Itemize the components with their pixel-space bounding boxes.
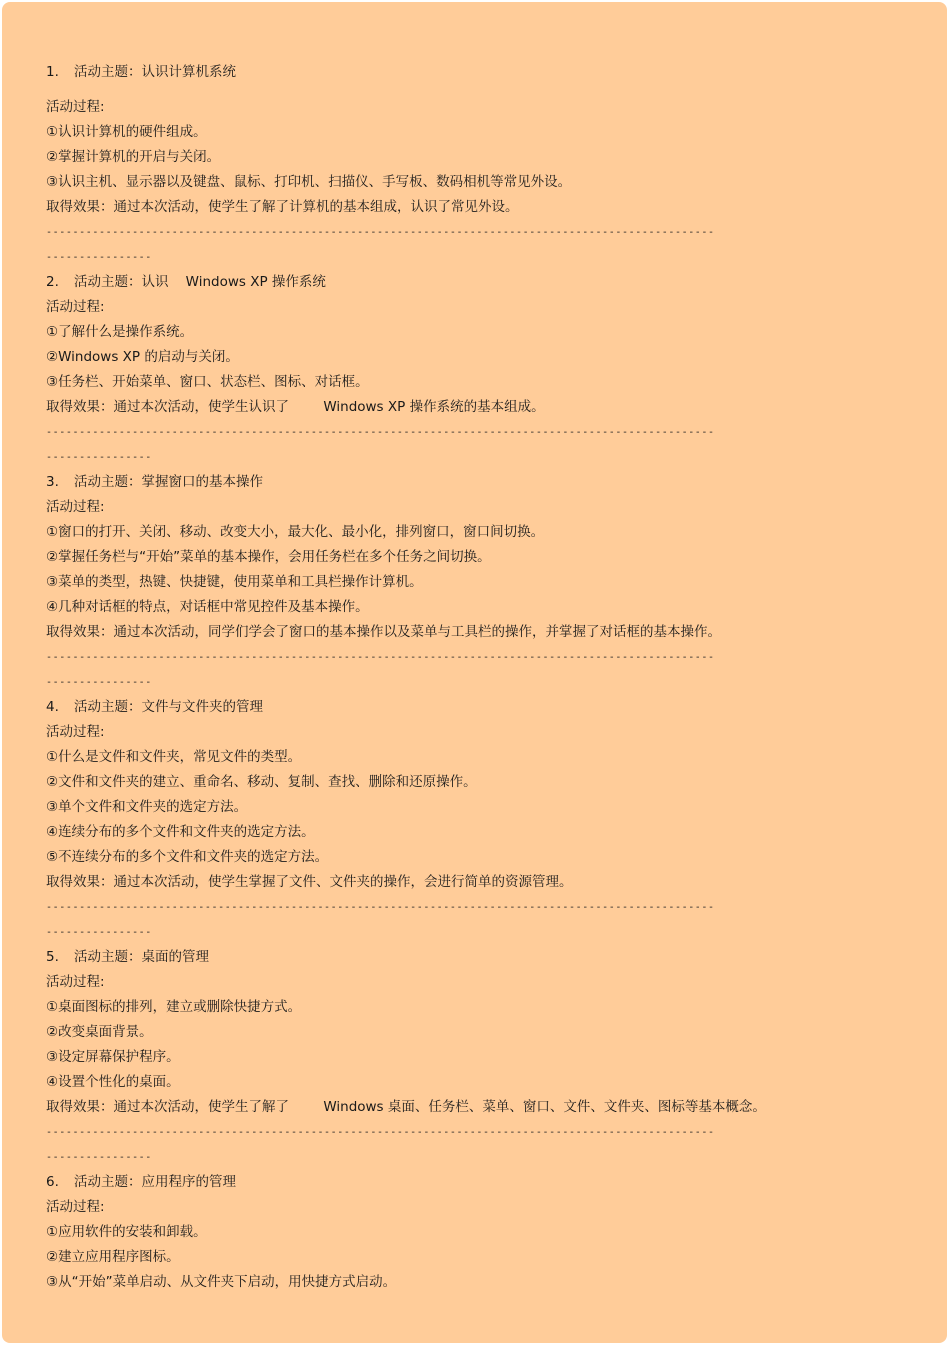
activity-number: 3. <box>46 474 59 490</box>
process-label: 活动过程: <box>46 724 105 740</box>
separator-line-short: ---------------- <box>46 452 152 463</box>
process-step: ②建立应用程序图标。 <box>46 1249 180 1265</box>
process-step: ②文件和文件夹的建立、重命名、移动、复制、查找、删除和还原操作。 <box>46 774 477 790</box>
activity-title-text: 活动主题：文件与文件夹的管理 <box>74 699 263 715</box>
activity-title-text: 活动主题：认识计算机系统 <box>74 64 236 80</box>
activity-title <box>46 60 906 85</box>
separator-line-short: ---------------- <box>46 1152 152 1163</box>
activity-title-text: 活动主题：应用程序的管理 <box>74 1174 236 1190</box>
effect-text: 取得效果：通过本次活动，使学生了解了 Windows 桌面、任务栏、菜单、窗口、文件、文件夹、图标等基本概念。 <box>46 1099 766 1115</box>
effect-text: 取得效果：通过本次活动，使学生掌握了文件、文件夹的操作，会进行简单的资源管理。 <box>46 874 573 890</box>
process-step: ③单个文件和文件夹的选定方法。 <box>46 799 248 815</box>
activity-title <box>46 945 906 970</box>
activity-title <box>46 270 906 295</box>
process-step: ①桌面图标的排列，建立或删除快捷方式。 <box>46 999 302 1015</box>
process-step: ③设定屏幕保护程序。 <box>46 1049 180 1065</box>
effect-text: 取得效果：通过本次活动，使学生了解了计算机的基本组成，认识了常见外设。 <box>46 199 519 215</box>
process-label: 活动过程: <box>46 974 105 990</box>
separator-line-short: ---------------- <box>46 252 152 263</box>
separator-line: ----------------------------------------------------------------------------------------------------- <box>46 1127 715 1138</box>
process-step: ①认识计算机的硬件组成。 <box>46 124 207 140</box>
process-step: ③认识主机、显示器以及键盘、鼠标、打印机、扫描仪、手写板、数码相机等常见外设。 <box>46 174 572 190</box>
process-step: ③任务栏、开始菜单、窗口、状态栏、图标、对话框。 <box>46 374 369 390</box>
process-step: ②改变桌面背景。 <box>46 1024 153 1040</box>
process-step: ⑤不连续分布的多个文件和文件夹的选定方法。 <box>46 849 329 865</box>
process-step: ③从“开始”菜单启动、从文件夹下启动，用快捷方式启动。 <box>46 1274 397 1290</box>
activity-title-text: 活动主题：认识 Windows XP 操作系统 <box>74 274 326 290</box>
activity-section <box>46 695 906 945</box>
activity-number: 2. <box>46 274 59 290</box>
document-page <box>2 2 947 1343</box>
activity-title <box>46 470 906 495</box>
activity-number: 5. <box>46 949 59 965</box>
process-step: ②掌握任务栏与“开始”菜单的基本操作，会用任务栏在多个任务之间切换。 <box>46 549 491 565</box>
activity-section <box>46 945 906 1170</box>
process-step: ④几种对话框的特点，对话框中常见控件及基本操作。 <box>46 599 369 615</box>
separator-line-short: ---------------- <box>46 677 152 688</box>
process-step: ①应用软件的安装和卸载。 <box>46 1224 207 1240</box>
process-step: ④设置个性化的桌面。 <box>46 1074 180 1090</box>
activity-number: 6. <box>46 1174 59 1190</box>
activity-section <box>46 270 906 470</box>
process-step: ①了解什么是操作系统。 <box>46 324 194 340</box>
activity-title-text: 活动主题：掌握窗口的基本操作 <box>74 474 263 490</box>
process-label: 活动过程: <box>46 299 105 315</box>
activity-number: 4. <box>46 699 59 715</box>
separator-line: ----------------------------------------------------------------------------------------------------- <box>46 902 715 913</box>
process-step: ②掌握计算机的开启与关闭。 <box>46 149 221 165</box>
effect-text: 取得效果：通过本次活动，同学们学会了窗口的基本操作以及菜单与工具栏的操作，并掌握了对话框的基本操作。 <box>46 624 721 640</box>
process-label: 活动过程: <box>46 499 105 515</box>
activity-section <box>46 1170 906 1295</box>
process-step: ①什么是文件和文件夹，常见文件的类型。 <box>46 749 302 765</box>
process-step: ①窗口的打开、关闭、移动、改变大小，最大化、最小化，排列窗口，窗口间切换。 <box>46 524 545 540</box>
separator-line-short: ---------------- <box>46 927 152 938</box>
separator-line: ----------------------------------------------------------------------------------------------------- <box>46 652 715 663</box>
separator-line: ----------------------------------------------------------------------------------------------------- <box>46 227 715 238</box>
activity-title-text: 活动主题：桌面的管理 <box>74 949 209 965</box>
activity-section <box>46 60 906 270</box>
activity-section <box>46 470 906 695</box>
process-label: 活动过程: <box>46 1199 105 1215</box>
document-content <box>46 60 906 1295</box>
process-step: ④连续分布的多个文件和文件夹的选定方法。 <box>46 824 315 840</box>
process-step: ②Windows XP 的启动与关闭。 <box>46 349 239 365</box>
process-step: ③菜单的类型，热键、快捷键，使用菜单和工具栏操作计算机。 <box>46 574 423 590</box>
activity-title <box>46 1170 906 1195</box>
separator-line: ----------------------------------------------------------------------------------------------------- <box>46 427 715 438</box>
activity-number: 1. <box>46 64 59 80</box>
activity-title <box>46 695 906 720</box>
process-label: 活动过程: <box>46 99 105 115</box>
effect-text: 取得效果：通过本次活动，使学生认识了 Windows XP 操作系统的基本组成。 <box>46 399 545 415</box>
